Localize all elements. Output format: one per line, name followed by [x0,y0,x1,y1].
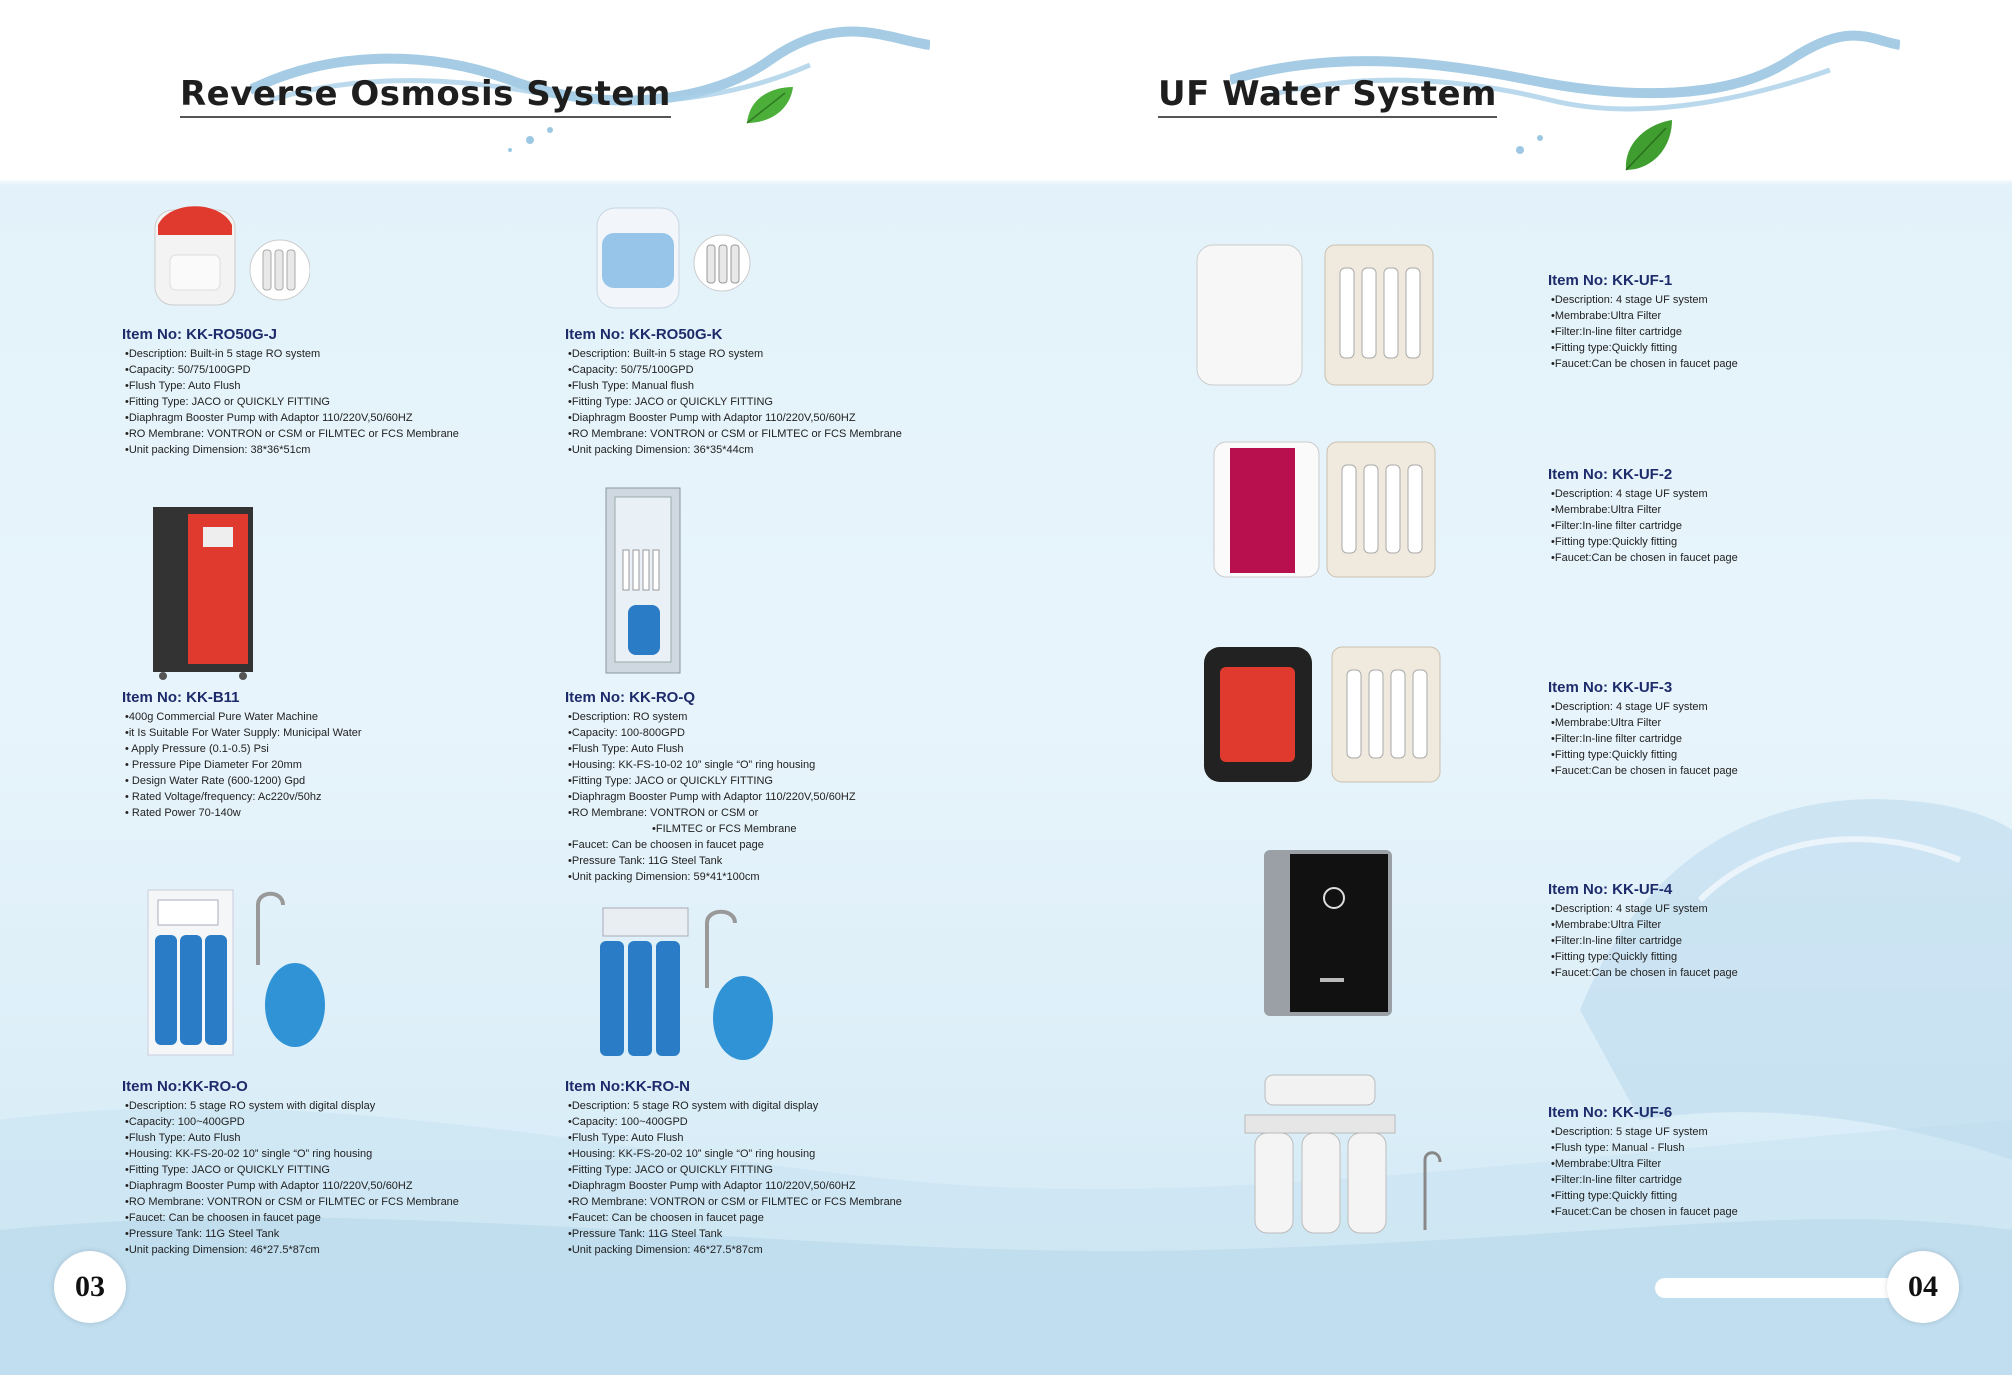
spec-line: • Description: 4 stage UF system [1551,699,1738,715]
spec-line: • Filter:In-line filter cartridge [1551,324,1738,340]
spec-line: • Design Water Rate (600-1200) Gpd [125,773,362,789]
item-number: Item No: KK-UF-2 [1548,466,1673,483]
spec-line: • Pressure Tank: 11G Steel Tank [125,1226,459,1242]
spec-line: • Diaphragm Booster Pump with Adaptor 110/220V,50/60HZ [568,789,856,805]
decorative-white-bar [1655,1278,1905,1298]
spec-line: • Diaphragm Booster Pump with Adaptor 110/220V,50/60HZ [568,1178,902,1194]
spec-line: • Faucet: Can be choosen in faucet page [568,837,856,853]
spec-list [568,1098,902,1258]
spec-line: • Pressure Tank: 11G Steel Tank [568,1226,902,1242]
spec-line: • Pressure Pipe Diameter For 20mm [125,757,362,773]
product-image-kk-uf-3 [1202,645,1442,785]
spec-line: • Capacity: 100~400GPD [125,1114,459,1130]
spec-line: • Fitting type:Quickly fitting [1551,949,1738,965]
spec-line: • Apply Pressure (0.1-0.5) Psi [125,741,362,757]
spec-line: • Capacity: 50/75/100GPD [125,362,459,378]
spec-line: • Flush Type: Auto Flush [568,1130,902,1146]
leaf-icon [745,85,795,125]
item-number: Item No: KK-UF-4 [1548,881,1673,898]
spec-line: • Fitting type:Quickly fitting [1551,340,1738,356]
spec-line: • Unit packing Dimension: 36*35*44cm [568,442,902,458]
spec-line: • RO Membrane: VONTRON or CSM or FILMTEC or FCS Membrane [125,426,459,442]
left-page-title: Reverse Osmosis System [180,74,671,118]
spec-line: • Faucet:Can be chosen in faucet page [1551,550,1738,566]
product-image-kk-ro-o [143,885,343,1060]
spec-list [1551,1124,1738,1220]
item-number: Item No: KK-RO50G-K [565,326,723,343]
item-number: Item No: KK-UF-6 [1548,1104,1673,1121]
spec-list [125,1098,459,1258]
spec-line: • Capacity: 100~400GPD [568,1114,902,1130]
item-number: Item No: KK-RO50G-J [122,326,278,343]
product-image-kk-uf-2 [1212,440,1437,580]
spec-list [125,346,459,458]
spec-line: • Fitting type:Quickly fitting [1551,534,1738,550]
item-number: Item No:KK-RO-N [565,1078,690,1095]
spec-line: • Description: 5 stage UF system [1551,1124,1738,1140]
spec-line: • Flush Type: Auto Flush [125,1130,459,1146]
spec-line: • Unit packing Dimension: 59*41*100cm [568,869,856,885]
product-image-kk-b11 [148,502,258,682]
spec-line: • it Is Suitable For Water Supply: Municipal Water [125,725,362,741]
spec-line: • Flush Type: Auto Flush [125,378,459,394]
spec-line: • Fitting type:Quickly fitting [1551,747,1738,763]
product-image-kk-uf-6 [1240,1070,1480,1240]
item-number: Item No:KK-RO-O [122,1078,248,1095]
spec-line: • Housing: KK-FS-20-02 10” single “O” ring housing [568,1146,902,1162]
spec-line: • Filter:In-line filter cartridge [1551,731,1738,747]
product-kk-uf-3 [1548,679,1738,779]
spec-line: • Flush Type: Manual flush [568,378,902,394]
product-kk-ro-o [122,1078,459,1258]
spec-line: • Description: 5 stage RO system with digital display [568,1098,902,1114]
spec-line: • Diaphragm Booster Pump with Adaptor 110/220V,50/60HZ [125,410,459,426]
spec-line: • Rated Power 70-140w [125,805,362,821]
spec-line: • Housing: KK-FS-20-02 10” single “O” ring housing [125,1146,459,1162]
spec-line: • Filter:In-line filter cartridge [1551,518,1738,534]
spec-line: • Faucet: Can be choosen in faucet page [125,1210,459,1226]
spec-line: • Flush Type: Auto Flush [568,741,856,757]
spec-line: • Faucet:Can be chosen in faucet page [1551,763,1738,779]
spec-line: • RO Membrane: VONTRON or CSM or FILMTEC or FCS Membrane [568,1194,902,1210]
right-page-title: UF Water System [1158,74,1497,118]
product-image-kk-ro50g-k [592,203,752,313]
spec-line: • Unit packing Dimension: 38*36*51cm [125,442,459,458]
product-kk-uf-6 [1548,1104,1738,1220]
spec-line: • Membrabe:Ultra Filter [1551,917,1738,933]
spec-line: • Capacity: 50/75/100GPD [568,362,902,378]
product-kk-uf-4 [1548,881,1738,981]
spec-line: • Faucet:Can be chosen in faucet page [1551,1204,1738,1220]
spec-line: • RO Membrane: VONTRON or CSM or FILMTEC or FCS Membrane [125,1194,459,1210]
product-image-kk-ro-q [603,485,683,677]
spec-line: • Faucet: Can be choosen in faucet page [568,1210,902,1226]
item-number: Item No: KK-B11 [122,689,240,706]
spec-line: • Description: RO system [568,709,856,725]
spec-line: • Faucet:Can be chosen in faucet page [1551,356,1738,372]
product-kk-ro-n [565,1078,902,1258]
product-kk-uf-1 [1548,272,1738,372]
product-image-kk-uf-1 [1195,243,1435,388]
spec-line: • Description: 5 stage RO system with digital display [125,1098,459,1114]
spec-line: • Fitting Type: JACO or QUICKLY FITTING [568,1162,902,1178]
spec-line: • Description: 4 stage UF system [1551,901,1738,917]
product-kk-ro50g-j [122,326,459,458]
spec-list [1551,486,1738,566]
spec-line: • Fitting type:Quickly fitting [1551,1188,1738,1204]
spec-line: • Capacity: 100-800GPD [568,725,856,741]
product-kk-ro50g-k [565,326,902,458]
spec-line: • Membrabe:Ultra Filter [1551,715,1738,731]
product-image-kk-ro-n [595,903,785,1063]
spec-line: • 400g Commercial Pure Water Machine [125,709,362,725]
page-number-left: 03 [54,1251,126,1323]
spec-list [1551,292,1738,372]
spec-line: • Fitting Type: JACO or QUICKLY FITTING [125,394,459,410]
spec-list [568,346,902,458]
spec-line: • Fitting Type: JACO or QUICKLY FITTING [125,1162,459,1178]
spec-line: • Unit packing Dimension: 46*27.5*87cm [125,1242,459,1258]
spec-list [568,709,856,885]
item-number: Item No: KK-UF-3 [1548,679,1673,696]
product-image-kk-uf-4 [1262,848,1394,1018]
spec-line: • Unit packing Dimension: 46*27.5*87cm [568,1242,902,1258]
product-image-kk-ro50g-j [150,195,310,315]
spec-line: • Filter:In-line filter cartridge [1551,933,1738,949]
product-kk-b11 [122,689,362,821]
spec-line: • Rated Voltage/frequency: Ac220v/50hz [125,789,362,805]
spec-line-continuation: • FILMTEC or FCS Membrane [568,821,856,837]
product-kk-ro-q [565,689,856,885]
spec-line: • Description: Built-in 5 stage RO system [568,346,902,362]
spec-line: • Fitting Type: JACO or QUICKLY FITTING [568,773,856,789]
spec-line: • Description: Built-in 5 stage RO system [125,346,459,362]
leaf-icon [1622,118,1674,173]
spec-line: • Membrabe:Ultra Filter [1551,502,1738,518]
spec-line: • Diaphragm Booster Pump with Adaptor 110/220V,50/60HZ [568,410,902,426]
spec-line: • Housing: KK-FS-10-02 10” single “O” ring housing [568,757,856,773]
spec-line: • RO Membrane: VONTRON or CSM or [568,805,856,821]
spec-list [125,709,362,821]
spec-line: • Pressure Tank: 11G Steel Tank [568,853,856,869]
item-number: Item No: KK-UF-1 [1548,272,1673,289]
page-number-right: 04 [1887,1251,1959,1323]
spec-line: • Diaphragm Booster Pump with Adaptor 110/220V,50/60HZ [125,1178,459,1194]
spec-line: • Flush type: Manual - Flush [1551,1140,1738,1156]
spec-line: • Faucet:Can be chosen in faucet page [1551,965,1738,981]
spec-line: • Membrabe:Ultra Filter [1551,308,1738,324]
spec-list [1551,699,1738,779]
spec-line: • Description: 4 stage UF system [1551,292,1738,308]
spec-line: • RO Membrane: VONTRON or CSM or FILMTEC or FCS Membrane [568,426,902,442]
spec-line: • Description: 4 stage UF system [1551,486,1738,502]
item-number: Item No: KK-RO-Q [565,689,695,706]
spec-line: • Filter:In-line filter cartridge [1551,1172,1738,1188]
spec-line: • Membrabe:Ultra Filter [1551,1156,1738,1172]
spec-line: • Fitting Type: JACO or QUICKLY FITTING [568,394,902,410]
product-kk-uf-2 [1548,466,1738,566]
spec-list [1551,901,1738,981]
